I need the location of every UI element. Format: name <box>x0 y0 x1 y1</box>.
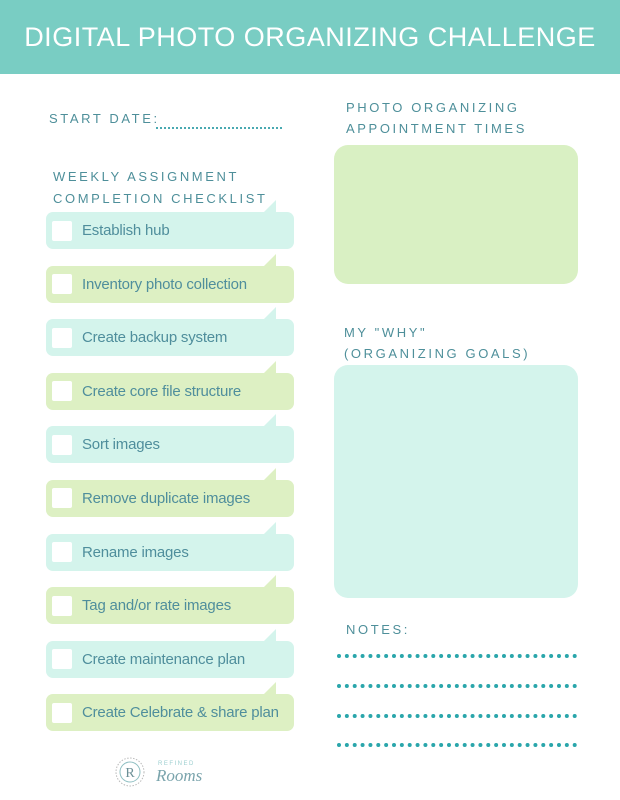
checklist-item-label: Create backup system <box>82 329 228 347</box>
checkbox[interactable] <box>52 488 72 508</box>
checkbox[interactable] <box>52 703 72 723</box>
checklist-item <box>46 319 294 356</box>
appointment-times-box[interactable] <box>334 145 578 284</box>
notes-line[interactable] <box>337 714 577 718</box>
checklist-item-label: Create core file structure <box>82 382 242 400</box>
checkbox[interactable] <box>52 649 72 669</box>
why-heading-line1: MY "WHY" <box>344 325 428 340</box>
appointments-heading-line1: PHOTO ORGANIZING <box>346 100 520 115</box>
checkbox[interactable] <box>52 221 72 241</box>
notes-line[interactable] <box>337 654 577 658</box>
checklist-item-label: Remove duplicate images <box>82 489 250 507</box>
start-date-label: START DATE: <box>49 111 160 126</box>
checkbox[interactable] <box>52 596 72 616</box>
logo-word-refined: REFINED <box>158 761 195 767</box>
checklist-item <box>46 373 294 410</box>
checklist-item <box>46 266 294 303</box>
checklist-item <box>46 694 294 731</box>
checklist-heading-line1: WEEKLY ASSIGNMENT <box>53 169 240 184</box>
notes-line[interactable] <box>337 743 577 747</box>
organizing-goals-box[interactable] <box>334 365 578 598</box>
notes-line[interactable] <box>337 684 577 688</box>
checklist-item <box>46 587 294 624</box>
start-date-field[interactable] <box>156 127 282 129</box>
appointments-heading-line2: APPOINTMENT TIMES <box>346 121 527 136</box>
checklist-item <box>46 534 294 571</box>
checklist-item <box>46 426 294 463</box>
checklist-item-label: Rename images <box>82 543 189 561</box>
completion-checklist <box>46 212 294 748</box>
page-title: DIGITAL PHOTO ORGANIZING CHALLENGE <box>24 21 596 52</box>
checkbox[interactable] <box>52 328 72 348</box>
logo-word-rooms: Rooms <box>156 766 203 785</box>
refined-rooms-logo <box>104 754 234 794</box>
logo-letter: R <box>125 766 135 781</box>
checklist-item-label: Create maintenance plan <box>82 650 246 668</box>
checklist-item-label: Sort images <box>82 436 160 454</box>
checkbox[interactable] <box>52 542 72 562</box>
checklist-item-label: Tag and/or rate images <box>82 597 232 615</box>
checklist-item-label: Inventory photo collection <box>82 275 247 293</box>
checkbox[interactable] <box>52 435 72 455</box>
checklist-item-label: Establish hub <box>82 222 170 239</box>
checklist-item-label: Create Celebrate & share plan <box>82 704 279 722</box>
why-heading-line2: (ORGANIZING GOALS) <box>344 346 531 361</box>
checkbox[interactable] <box>52 274 72 294</box>
checklist-item <box>46 480 294 517</box>
checklist-heading-line2: COMPLETION CHECKLIST <box>53 191 268 206</box>
checklist-item <box>46 641 294 678</box>
checklist-item <box>46 212 294 249</box>
page-header <box>0 0 620 74</box>
checkbox[interactable] <box>52 381 72 401</box>
notes-heading: NOTES: <box>346 622 410 637</box>
